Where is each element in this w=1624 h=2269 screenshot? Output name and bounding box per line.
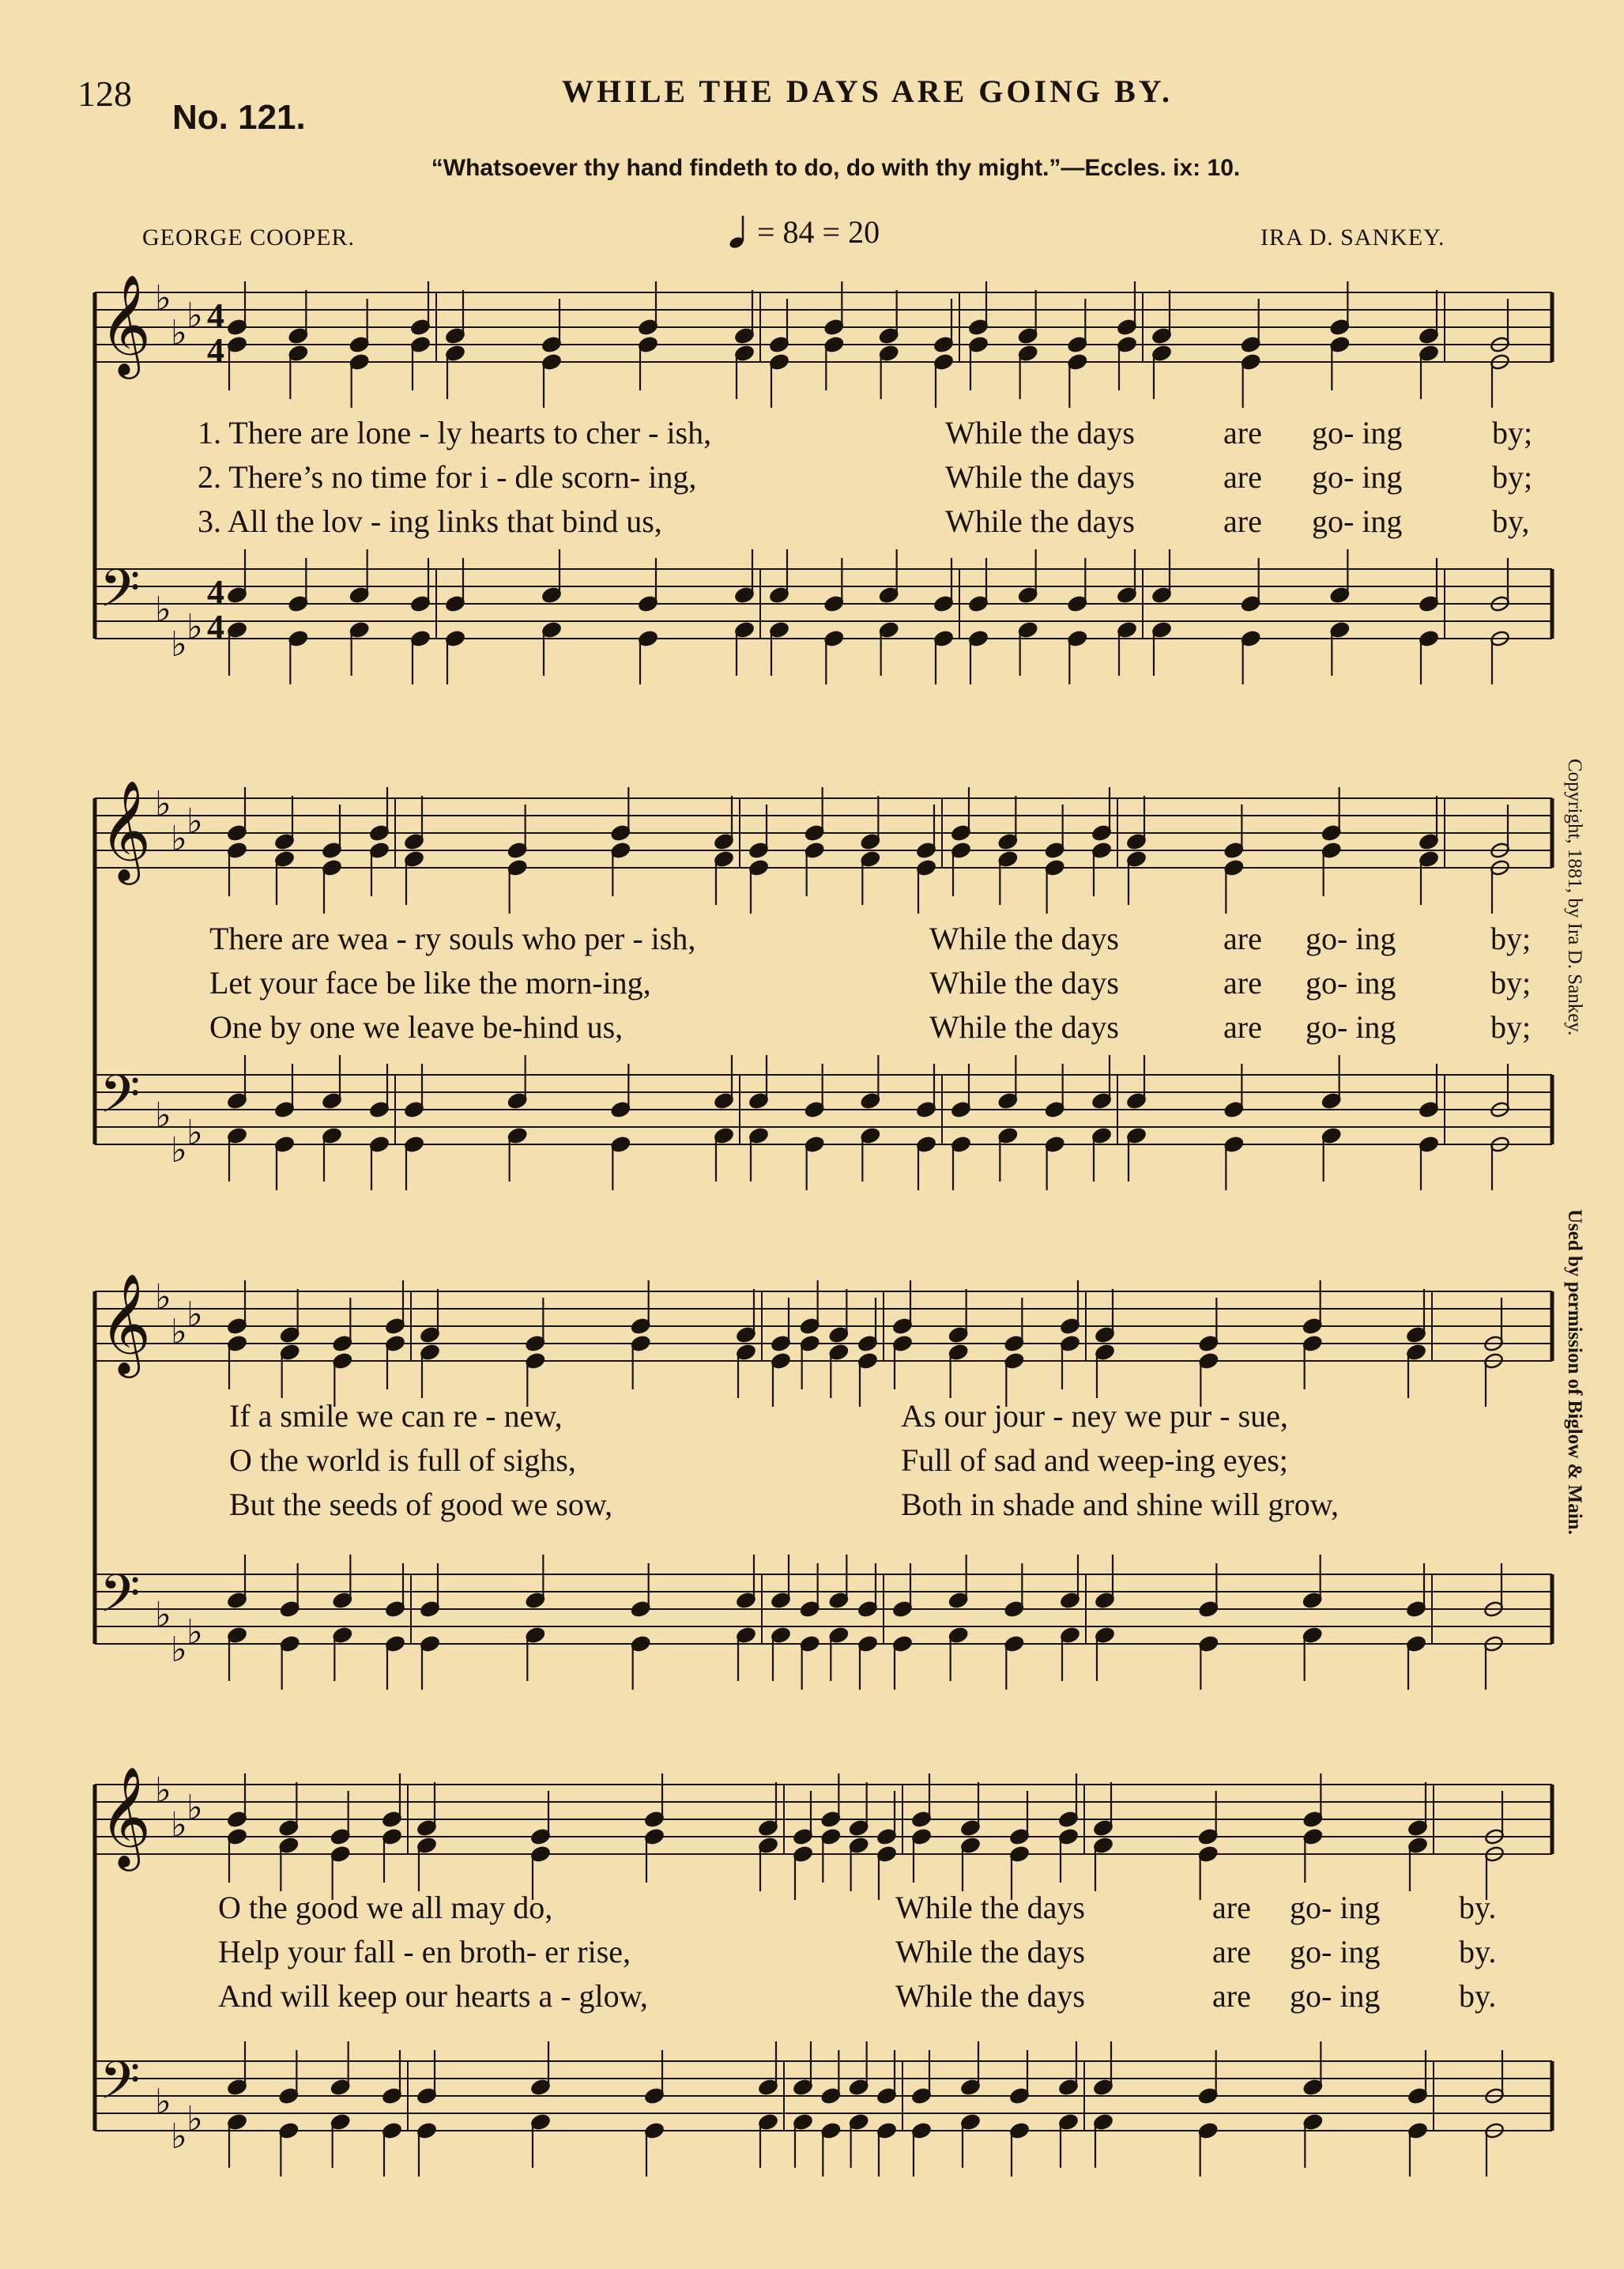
- bass-clef-icon: 𝄢: [100, 1064, 141, 1137]
- lyric-segment: 3. All the lov - ing links that bind us,: [198, 503, 662, 539]
- lyric-segment: by;: [1490, 1009, 1532, 1045]
- lyric-segment: are: [1212, 1978, 1251, 2014]
- lyric-segment: While the days: [895, 1978, 1085, 2014]
- page-number: 128: [77, 73, 132, 114]
- lyric-segment: Both in shade and shine will grow,: [901, 1487, 1340, 1522]
- lyric-segment: by;: [1490, 965, 1532, 1001]
- lyric-segment: While the days: [945, 415, 1135, 450]
- lyric-segment: go- ing: [1306, 921, 1396, 956]
- copyright-notice: Copyright, 1881, by Ira D. Sankey.: [1564, 759, 1585, 1036]
- lyric-segment: While the days: [929, 1009, 1119, 1045]
- lyric-segment: go- ing: [1312, 415, 1403, 450]
- lyric-segment: are: [1223, 503, 1262, 539]
- lyric-segment: go- ing: [1306, 965, 1396, 1001]
- lyric-segment: Help your fall - en broth- er rise,: [218, 1934, 631, 1969]
- flat-sign-icon: ♭: [155, 1095, 171, 1136]
- flat-sign-icon: ♭: [155, 784, 171, 824]
- lyric-segment: As our jour - ney we pur - sue,: [901, 1398, 1288, 1434]
- lyric-segment: One by one we leave be-hind us,: [209, 1009, 624, 1045]
- bass-clef-icon: 𝄢: [100, 1563, 141, 1637]
- lyric-segment: are: [1212, 1890, 1251, 1925]
- lyric-segment: While the days: [945, 503, 1135, 539]
- lyric-segment: go- ing: [1290, 1934, 1381, 1969]
- lyric-segment: are: [1212, 1934, 1251, 1969]
- lyric-segment: Full of sad and weep-ing eyes;: [901, 1442, 1288, 1478]
- treble-clef-icon: 𝄞: [100, 273, 152, 375]
- lyric-segment: 2. There’s no time for i - dle scorn- ing,: [198, 459, 697, 495]
- lyric-segment: O the good we all may do,: [218, 1890, 553, 1925]
- lyricist: GEORGE COOPER.: [142, 224, 356, 251]
- flat-sign-icon: ♭: [187, 1113, 203, 1153]
- lyric-segment: go- ing: [1290, 1890, 1381, 1925]
- lyric-segment: go- ing: [1312, 459, 1403, 495]
- lyric-segment: are: [1223, 415, 1262, 450]
- time-signature: 4: [207, 608, 224, 646]
- flat-sign-icon: ♭: [155, 1770, 171, 1811]
- flat-sign-icon: ♭: [187, 2099, 203, 2139]
- flat-sign-icon: ♭: [171, 1312, 187, 1352]
- flat-sign-icon: ♭: [171, 313, 187, 353]
- flat-sign-icon: ♭: [187, 296, 203, 336]
- lyric-segment: go- ing: [1290, 1978, 1381, 2014]
- tempo-value: = 84 = 20: [757, 214, 880, 250]
- lyric-segment: And will keep our hearts a - glow,: [218, 1978, 648, 2014]
- lyric-segment: go- ing: [1306, 1009, 1396, 1045]
- lyric-segment: by,: [1492, 503, 1530, 539]
- treble-clef-icon: 𝄞: [100, 1766, 152, 1867]
- lyric-segment: by.: [1459, 1934, 1497, 1969]
- lyric-segment: If a smile we can re - new,: [229, 1398, 563, 1434]
- lyric-segment: go- ing: [1312, 503, 1403, 539]
- flat-sign-icon: ♭: [171, 1630, 187, 1670]
- hymn-number: No. 121.: [172, 98, 306, 137]
- permission-notice: Used by permission of Biglow & Main.: [1564, 1209, 1585, 1535]
- time-signature: 4: [207, 296, 224, 335]
- flat-sign-icon: ♭: [187, 1788, 203, 1828]
- lyric-segment: O the world is full of sighs,: [229, 1442, 576, 1478]
- epigraph: “Whatsoever thy hand findeth to do, do with thy might.”—Eccles. ix: 10.: [431, 155, 1241, 181]
- lyric-segment: are: [1223, 921, 1262, 956]
- treble-clef-icon: 𝄞: [100, 779, 152, 880]
- treble-clef-icon: 𝄞: [100, 1272, 152, 1374]
- flat-sign-icon: ♭: [155, 590, 171, 630]
- lyric-segment: While the days: [945, 459, 1135, 495]
- lyric-segment: While the days: [929, 965, 1119, 1001]
- hymn-title: WHILE THE DAYS ARE GOING BY.: [562, 73, 1173, 109]
- flat-sign-icon: ♭: [187, 801, 203, 842]
- flat-sign-icon: ♭: [171, 819, 187, 859]
- composer: IRA D. SANKEY.: [1260, 224, 1445, 251]
- lyric-segment: are: [1223, 1009, 1262, 1045]
- flat-sign-icon: ♭: [187, 1295, 203, 1335]
- lyric-segment: by;: [1490, 921, 1532, 956]
- flat-sign-icon: ♭: [155, 1595, 171, 1635]
- bass-clef-icon: 𝄢: [100, 2050, 141, 2124]
- flat-sign-icon: ♭: [187, 1612, 203, 1653]
- flat-sign-icon: ♭: [187, 607, 203, 647]
- lyric-segment: Let your face be like the morn-ing,: [209, 965, 651, 1001]
- lyric-segment: 1. There are lone - ly hearts to cher - ish,: [198, 415, 712, 450]
- flat-sign-icon: ♭: [171, 2116, 187, 2157]
- lyric-segment: But the seeds of good we sow,: [229, 1487, 613, 1522]
- lyric-segment: are: [1223, 459, 1262, 495]
- flat-sign-icon: ♭: [171, 1130, 187, 1170]
- lyric-segment: While the days: [895, 1890, 1085, 1925]
- time-signature: 4: [207, 573, 224, 612]
- lyric-segment: by.: [1459, 1978, 1497, 2014]
- flat-sign-icon: ♭: [155, 278, 171, 318]
- flat-sign-icon: ♭: [155, 1277, 171, 1317]
- lyric-segment: There are wea - ry souls who per - ish,: [209, 921, 696, 956]
- time-signature: 4: [207, 331, 224, 370]
- lyric-segment: by;: [1492, 415, 1533, 450]
- bass-clef-icon: 𝄢: [100, 558, 141, 631]
- flat-sign-icon: ♭: [155, 2082, 171, 2122]
- flat-sign-icon: ♭: [171, 624, 187, 665]
- lyric-segment: While the days: [895, 1934, 1085, 1969]
- lyric-segment: are: [1223, 965, 1262, 1001]
- lyric-segment: by;: [1492, 459, 1533, 495]
- lyric-segment: by.: [1459, 1890, 1497, 1925]
- flat-sign-icon: ♭: [171, 1805, 187, 1845]
- lyric-segment: While the days: [929, 921, 1119, 956]
